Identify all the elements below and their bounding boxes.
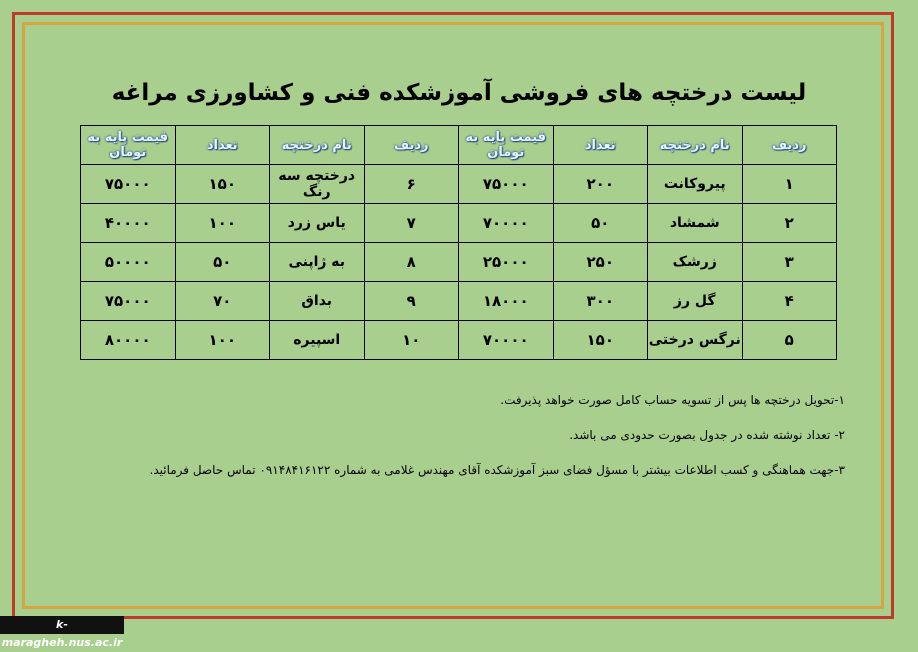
cell-row-number: ۴ <box>742 282 837 321</box>
table-row <box>81 165 837 204</box>
cell-price: ۷۰۰۰۰ <box>459 321 554 360</box>
cell-tree-name: بداق <box>270 282 365 321</box>
cell-count: ۵۰ <box>553 204 648 243</box>
table-row <box>81 321 837 360</box>
cell-tree-name: گل رز <box>648 282 743 321</box>
cell-row-number: ۱ <box>742 165 837 204</box>
cell-price: ۸۰۰۰۰ <box>81 321 176 360</box>
cell-row-number: ۵ <box>742 321 837 360</box>
cell-count: ۱۵۰ <box>175 165 270 204</box>
header-count-2: تعداد <box>175 126 270 165</box>
cell-row-number: ۱۰ <box>364 321 459 360</box>
page-title: لیست درختچه های فروشی آموزشکده فنی و کشاورزی مراغه <box>111 80 807 106</box>
cell-price: ۷۵۰۰۰ <box>81 282 176 321</box>
cell-price: ۱۸۰۰۰ <box>459 282 554 321</box>
note-delivery: ۱-تحویل درختچه ها پس از تسویه حساب کامل صورت خواهد پذیرفت. <box>500 393 845 407</box>
cell-count: ۱۵۰ <box>553 321 648 360</box>
cell-tree-name: نرگس درختی <box>648 321 743 360</box>
trees-price-table <box>80 125 837 360</box>
cell-row-number: ۷ <box>364 204 459 243</box>
cell-tree-name: اسپیره <box>270 321 365 360</box>
cell-price: ۵۰۰۰۰ <box>81 243 176 282</box>
header-tree-name: نام درختچه <box>648 126 743 165</box>
cell-tree-name: پیروکانت <box>648 165 743 204</box>
cell-count: ۷۰ <box>175 282 270 321</box>
header-base-price-2: قیمت پایه به تومان <box>81 126 176 165</box>
header-row-number: ردیف <box>742 126 837 165</box>
cell-tree-name: به ژاپنی <box>270 243 365 282</box>
cell-tree-name: شمشاد <box>648 204 743 243</box>
cell-count: ۵۰ <box>175 243 270 282</box>
note-contact: ۳-جهت هماهنگی و کسب اطلاعات بیشتر با مسؤل فضای سبز آموزشکده آقای مهندس غلامی به شماره ۰۹۱۴۸۴۱۶۱۲۲ تماس حاصل فرمائید. <box>149 463 845 477</box>
cell-tree-name: درختچه سه رنگ <box>270 165 365 204</box>
table-row <box>81 282 837 321</box>
header-tree-name-2: نام درختچه <box>270 126 365 165</box>
cell-row-number: ۳ <box>742 243 837 282</box>
cell-row-number: ۹ <box>364 282 459 321</box>
cell-price: ۷۵۰۰۰ <box>81 165 176 204</box>
cell-tree-name: یاس زرد <box>270 204 365 243</box>
table-header-row <box>81 126 837 165</box>
note-approximate-count: ۲- تعداد نوشته شده در جدول بصورت حدودی می باشد. <box>569 428 845 442</box>
cell-count: ۳۰۰ <box>553 282 648 321</box>
cell-count: ۱۰۰ <box>175 204 270 243</box>
notes-section <box>100 392 845 497</box>
cell-row-number: ۲ <box>742 204 837 243</box>
cell-tree-name: زرشک <box>648 243 743 282</box>
cell-row-number: ۸ <box>364 243 459 282</box>
cell-price: ۷۵۰۰۰ <box>459 165 554 204</box>
site-url-logo: k-maragheh.nus.ac.ir <box>1 618 123 649</box>
cell-count: ۲۰۰ <box>553 165 648 204</box>
cell-price: ۴۰۰۰۰ <box>81 204 176 243</box>
table-row <box>81 243 837 282</box>
cell-count: ۱۰۰ <box>175 321 270 360</box>
header-row-number-2: ردیف <box>364 126 459 165</box>
table-row <box>81 204 837 243</box>
header-base-price: قیمت پایه به تومان <box>459 126 554 165</box>
cell-price: ۷۰۰۰۰ <box>459 204 554 243</box>
cell-price: ۲۵۰۰۰ <box>459 243 554 282</box>
cell-count: ۲۵۰ <box>553 243 648 282</box>
header-count: تعداد <box>553 126 648 165</box>
cell-row-number: ۶ <box>364 165 459 204</box>
